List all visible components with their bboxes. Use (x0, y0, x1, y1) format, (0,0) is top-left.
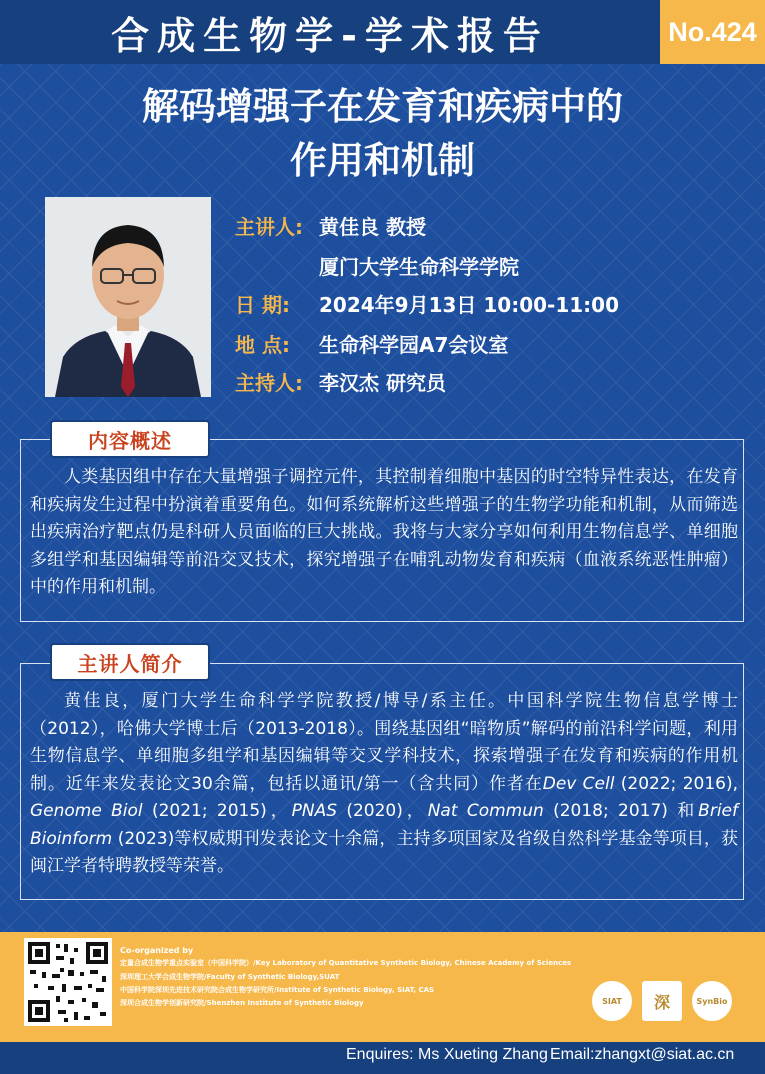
date-value: 2024年9月13日 10:00-11:00 (319, 293, 619, 317)
speaker-name: 黄佳良 教授 (319, 215, 426, 239)
journal-dev-cell: Dev Cell (542, 773, 615, 794)
speaker-photo (45, 197, 211, 397)
bio-text-part-2: (2022; 2016), (614, 773, 739, 794)
bio-heading: 主讲人简介 (50, 643, 210, 681)
organizer-4: 深圳合成生物学创新研究院/Shenzhen Institute of Synthetic Biology (120, 999, 364, 1008)
talk-title-line-2: 作用和机制 (290, 139, 475, 182)
speaker-label: 主讲人: (235, 215, 303, 239)
report-number-badge: No.424 (660, 0, 765, 64)
speaker-row (235, 212, 426, 242)
synbio-logo: SynBio (692, 981, 732, 1021)
bio-text-part-1: 黄佳良，厦门大学生命科学学院教授/博导/系主任。中国科学院生物信息学博士（2012），哈佛大学博士后（2013-2018）。围绕基因组“暗物质”解码的前沿科学问题，利用生物信息学、单细胞多组学和基因编辑等交叉学科技术，探索增强子在发育和疾病的作用机制。近年来发表论文30余篇，包括以通讯/第一（含共同）作者在 (30, 691, 738, 794)
header-title: 合成生物学-学术报告 (111, 13, 549, 58)
talk-title-line-1: 解码增强子在发育和疾病中的 (142, 85, 623, 128)
organizer-3: 中国科学院深圳先进技术研究院合成生物学研究所/Institute of Synthetic Biology, SIAT, CAS (120, 985, 435, 994)
qr-code-icon (24, 938, 112, 1026)
affiliation-spacer (235, 252, 319, 282)
affiliation-row (235, 252, 519, 282)
co-organizers (120, 944, 571, 1010)
journal-pnas: PNAS (291, 801, 338, 821)
bio-text (30, 688, 738, 881)
journal-genome-biol: Genome Biol (30, 801, 143, 821)
summary-heading: 内容概述 (50, 420, 210, 458)
location-value: 生命科学园A7会议室 (319, 333, 509, 357)
siat-logo: SIAT (592, 981, 632, 1021)
date-row (235, 290, 619, 320)
qr-code (24, 938, 112, 1026)
bio-text-part-5: (2018; 2017) 和 (543, 801, 699, 821)
enquiry-contact: Enquires: Ms Xueting Zhang (346, 1046, 548, 1063)
organizer-2: 深圳理工大学合成生物学院/Faculty of Synthetic Biology,SUAT (120, 972, 340, 981)
location-label: 地 点: (235, 333, 290, 357)
journal-brief-bioinform: Brief Bioinform (30, 801, 738, 849)
header-bar (0, 0, 660, 64)
journal-nat-commun: Nat Commun (427, 801, 544, 821)
enquiry-email: Email:zhangxt@siat.ac.cn (550, 1046, 735, 1063)
host-value: 李汉杰 研究员 (319, 371, 446, 395)
bio-text-part-4: (2020)， (337, 801, 428, 821)
suat-logo: 深 (642, 981, 682, 1021)
host-label: 主持人: (235, 371, 303, 395)
organizer-1: 定量合成生物学重点实验室（中国科学院）/Key Laboratory of Quantitative Synthetic Biology, Chinese Academy of Sciences (120, 959, 572, 968)
summary-text: 人类基因组中存在大量增强子调控元件，其控制着细胞中基因的时空特异性表达，在发育和疾病发生过程中扮演着重要角色。如何系统解析这些增强子的生物学功能和机制，从而筛选出疾病治疗靶点仍是科研人员面临的巨大挑战。我将与大家分享如何利用生物信息学、单细胞多组学和基因编辑等前沿交叉技术，探究增强子在哺乳动物发育和疾病（血液系统恶性肿瘤）中的作用和机制。 (30, 467, 738, 597)
co-organized-heading: Co-organized by (120, 946, 194, 955)
talk-title (40, 80, 725, 188)
location-row (235, 330, 508, 360)
host-row (235, 368, 446, 398)
bio-text-part-6: (2023)等权威期刊发表论文十余篇，主持多项国家及省级自然科学基金等项目，获闽江学者特聘教授等荣誉。 (30, 828, 738, 876)
speaker-affiliation: 厦门大学生命科学学院 (319, 255, 519, 279)
date-label: 日 期: (235, 293, 290, 317)
speaker-portrait-icon (45, 197, 211, 397)
bio-text-part-3: (2021; 2015)， (142, 801, 292, 821)
